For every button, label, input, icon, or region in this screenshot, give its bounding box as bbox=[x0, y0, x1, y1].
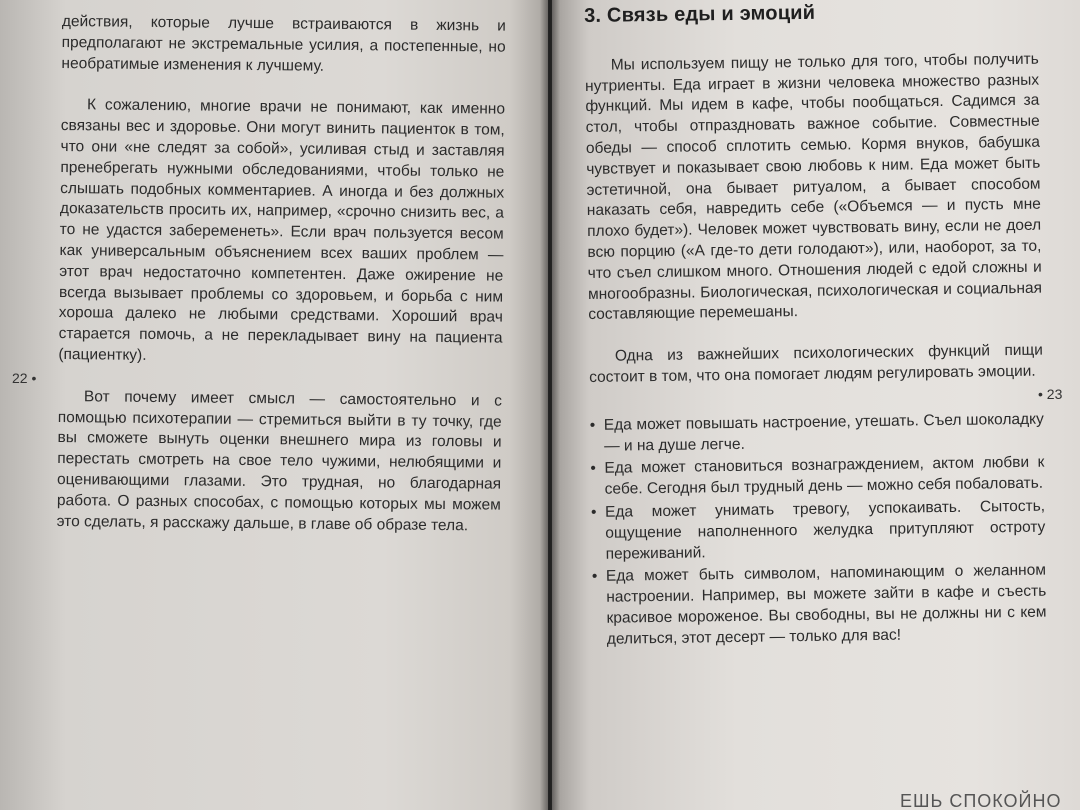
bullet-icon: • bbox=[589, 416, 596, 434]
left-text-column bbox=[57, 12, 506, 537]
left-paragraph-1: действия, которые лучше встраиваются в жизнь и предполагают не экстремальные усилия, а постепенные, но необратимые изменения к лучшему. bbox=[61, 12, 506, 75]
left-page-number: 22 • bbox=[12, 370, 37, 386]
right-page-number: • 23 bbox=[1038, 386, 1063, 402]
right-text-column bbox=[584, 0, 1047, 652]
bullet-icon: • bbox=[591, 568, 598, 586]
bullet-text: Еда может унимать тревогу, успокаивать. Сытость, ощущение наполненного желудка притупляют остроту переживаний. bbox=[604, 497, 1046, 563]
list-item bbox=[590, 453, 1045, 501]
bullet-icon: • bbox=[590, 460, 597, 478]
bullet-text: Еда может становиться вознаграждением, актом любви к себе. Сегодня был трудный день — можно себя побаловать. bbox=[604, 453, 1045, 498]
bullet-text: Еда может быть символом, напоминающим о желанном настроении. Например, вы можете зайти в кафе и съесть красивое мороженое. Вы свободны, вы не должны ни с кем делиться, этот десерт — только для вас! bbox=[605, 561, 1047, 648]
right-paragraph-1: Мы используем пищу не только для того, чтобы получить нутриенты. Еда играет в жизни человека множество разных функций. Мы идем в кафе, чтобы пообщаться. Садимся за стол, чтобы отпраздновать важное событие. Совместные обеды — способ сплотить семью. Кормя внуков, бабушка чувствует и показывает свою любовь к ним. Еда может быть эстетичной, она бывает ритуалом, а бывает способом наказать себя, навредить себе («Объемся — и пусть мне плохо будет»). Человек может чувствовать вину, если не доел всю порцию («А где-то дети голодают»), или, наоборот, за то, что съел слишком много. Отношения людей с едой сложны и многообразны. Биологическая, психологическая и социальная составляющие перемешаны. bbox=[584, 50, 1043, 324]
bullet-list bbox=[590, 409, 1047, 650]
left-paragraph-2: К сожалению, многие врачи не понимают, как именно связаны вес и здоровье. Они могут винить пациенток в том, что они «не следят за собой», усиливая стыд и заставляя пренебрегать нужными обследованиями, чтобы только не слышать подобных комментариев. А иногда и без должных доказательств просить их, например, «срочно снизить вес, а то не удастся забеременеть». Если врач пользуется весом как универсальным объяснением всех ваших проблем — этот врач недостаточно компетентен. Даже ожирение не всегда вызывает проблемы со здоровьем, и борьба с ним хороша далеко не любыми средствами. Хороший врач старается помочь, а не перекладывает вину на пациента (пациентку). bbox=[58, 96, 506, 364]
running-footer: ЕШЬ СПОКОЙНО bbox=[900, 791, 1062, 810]
left-paragraph-3: Вот почему имеет смысл — самостоятельно и с помощью психотерапии — стремиться выйти в ту точку, где вы сможете вынуть оценки внешнего мира из головы и перестать смотреть на свое тело чужими, нелюбящими и оценивающими глазами. Это трудная, но благодарная работа. О разных способах, с помощью которых мы можем это сделать, я расскажу дальше, в главе об образе тела. bbox=[56, 388, 503, 534]
list-item bbox=[592, 561, 1047, 651]
book-gutter bbox=[540, 0, 560, 810]
bullet-icon: • bbox=[590, 503, 597, 521]
bullet-text: Еда может повышать настроение, утешать. Съел шоколадку — и на душе легче. bbox=[603, 410, 1044, 455]
right-page bbox=[552, 0, 1080, 810]
chapter-title: 3. Связь еды и эмоций bbox=[583, 1, 816, 27]
list-item bbox=[591, 497, 1046, 566]
right-paragraph-2: Одна из важнейших психологических функций пищи состоит в том, что она помогает людям регулировать эмоции. bbox=[589, 341, 1043, 386]
list-item bbox=[590, 409, 1045, 457]
